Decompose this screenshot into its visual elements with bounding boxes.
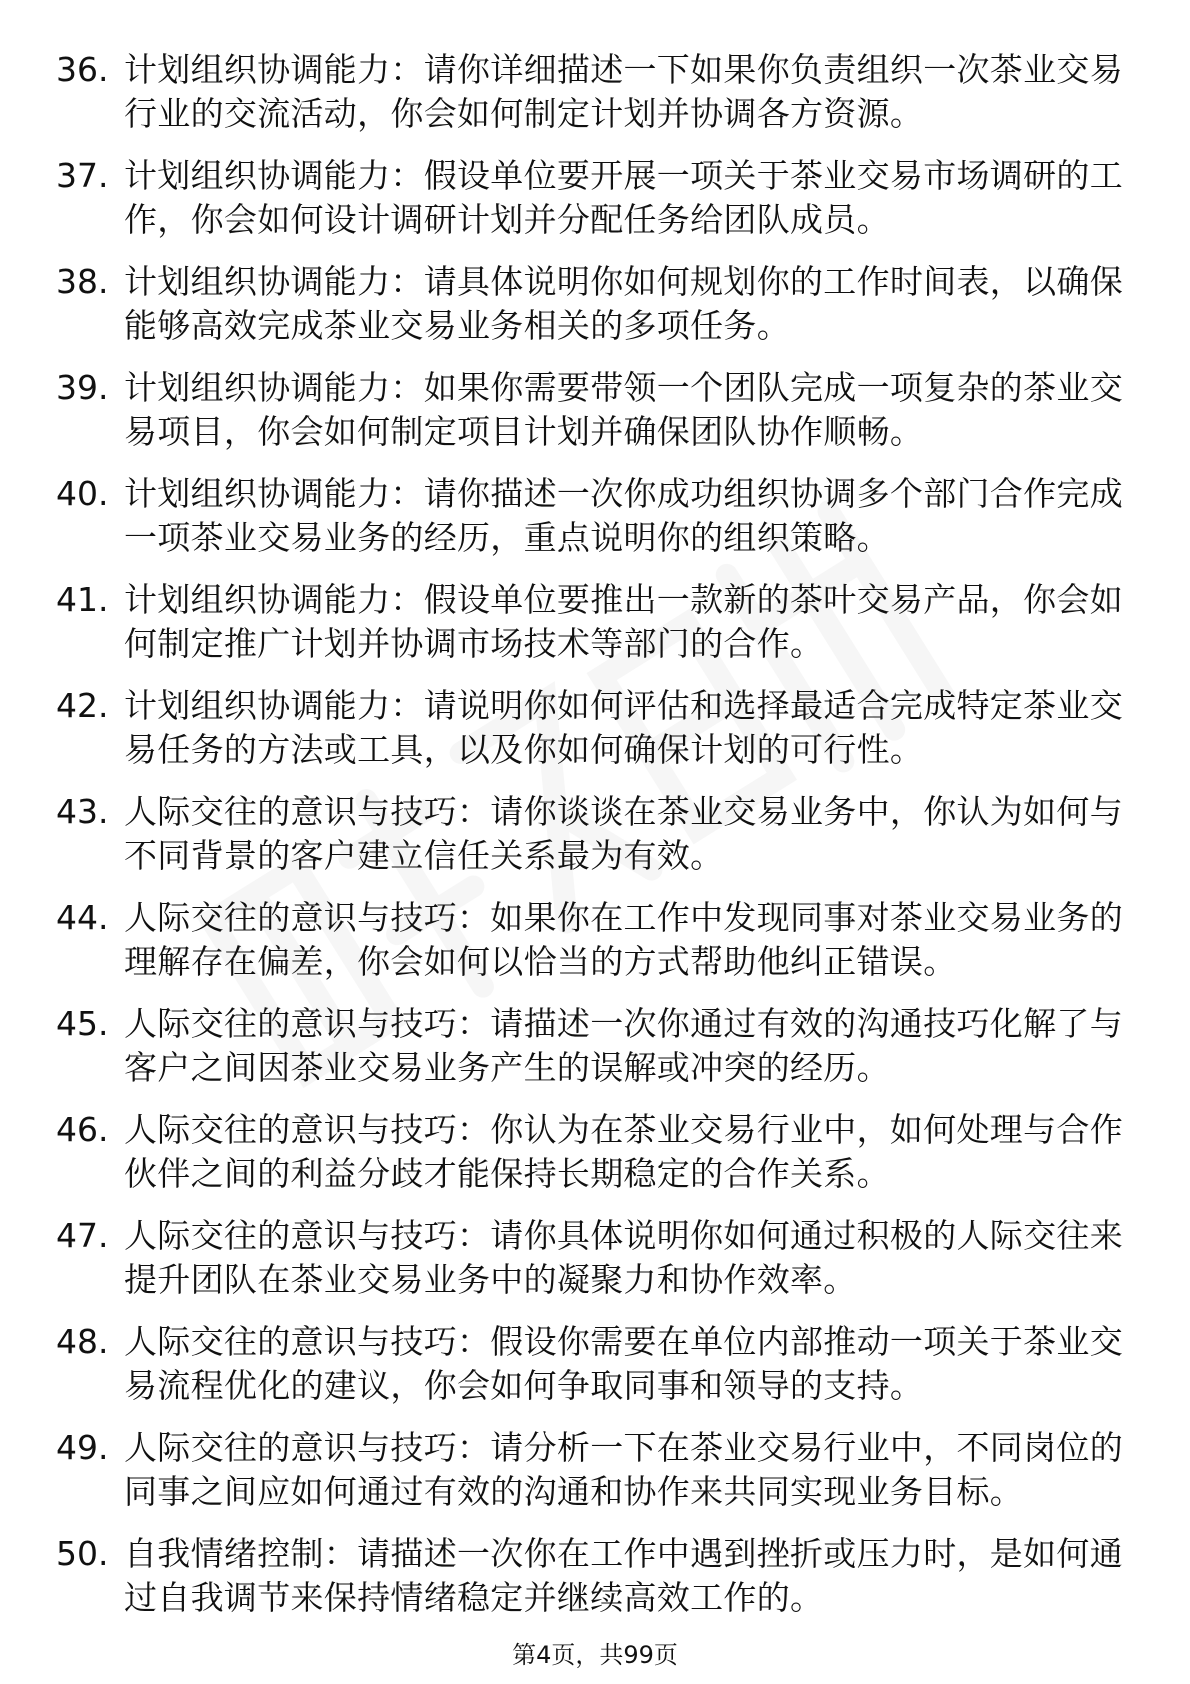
question-text: 计划组织协调能力：假设单位要推出一款新的茶叶交易产品，你会如何制定推广计划并协调市场技术等部门的合作。: [124, 580, 1123, 663]
question-item: [56, 1320, 1126, 1408]
question-item: [56, 1214, 1126, 1302]
question-number: 44.: [56, 898, 109, 937]
question-text: 人际交往的意识与技巧：请你谈谈在茶业交易业务中，你认为如何与不同背景的客户建立信任关系最为有效。: [124, 792, 1123, 875]
question-text: 人际交往的意识与技巧：你认为在茶业交易行业中，如何处理与合作伙伴之间的利益分歧才能保持长期稳定的合作关系。: [124, 1110, 1123, 1193]
question-item: [56, 472, 1126, 560]
question-number: 37.: [56, 156, 109, 195]
question-item: [56, 154, 1126, 242]
question-item: [56, 260, 1126, 348]
question-list: [56, 48, 1126, 1638]
question-number: 41.: [56, 580, 109, 619]
question-number: 39.: [56, 368, 109, 407]
question-item: [56, 1426, 1126, 1514]
question-number: 49.: [56, 1428, 109, 1467]
question-number: 47.: [56, 1216, 109, 1255]
question-number: 43.: [56, 792, 109, 831]
question-item: [56, 790, 1126, 878]
question-text: 计划组织协调能力：假设单位要开展一项关于茶业交易市场调研的工作，你会如何设计调研计划并分配任务给团队成员。: [124, 156, 1123, 239]
page-footer: 第4页，共99页: [512, 1641, 678, 1669]
question-number: 38.: [56, 262, 109, 301]
question-text: 人际交往的意识与技巧：如果你在工作中发现同事对茶业交易业务的理解存在偏差，你会如何以恰当的方式帮助他纠正错误。: [124, 898, 1123, 981]
question-number: 42.: [56, 686, 109, 725]
question-text: 人际交往的意识与技巧：请描述一次你通过有效的沟通技巧化解了与客户之间因茶业交易业务产生的误解或冲突的经历。: [124, 1004, 1123, 1087]
question-text: 自我情绪控制：请描述一次你在工作中遇到挫折或压力时，是如何通过自我调节来保持情绪稳定并继续高效工作的。: [124, 1534, 1123, 1617]
question-number: 36.: [56, 50, 109, 89]
question-item: [56, 1002, 1126, 1090]
question-text: 人际交往的意识与技巧：假设你需要在单位内部推动一项关于茶业交易流程优化的建议，你会如何争取同事和领导的支持。: [124, 1322, 1123, 1405]
question-number: 46.: [56, 1110, 109, 1149]
question-number: 40.: [56, 474, 109, 513]
question-item: [56, 684, 1126, 772]
question-number: 50.: [56, 1534, 109, 1573]
question-text: 人际交往的意识与技巧：请你具体说明你如何通过积极的人际交往来提升团队在茶业交易业务中的凝聚力和协作效率。: [124, 1216, 1123, 1299]
question-text: 计划组织协调能力：请说明你如何评估和选择最适合完成特定茶业交易任务的方法或工具，以及你如何确保计划的可行性。: [124, 686, 1123, 769]
question-item: [56, 366, 1126, 454]
question-item: [56, 48, 1126, 136]
question-text: 计划组织协调能力：如果你需要带领一个团队完成一项复杂的茶业交易项目，你会如何制定项目计划并确保团队协作顺畅。: [124, 368, 1123, 451]
question-item: [56, 1532, 1126, 1620]
question-number: 45.: [56, 1004, 109, 1043]
question-text: 人际交往的意识与技巧：请分析一下在茶业交易行业中，不同岗位的同事之间应如何通过有效的沟通和协作来共同实现业务目标。: [124, 1428, 1123, 1511]
question-text: 计划组织协调能力：请你描述一次你成功组织协调多个部门合作完成一项茶业交易业务的经历，重点说明你的组织策略。: [124, 474, 1123, 557]
question-text: 计划组织协调能力：请你详细描述一下如果你负责组织一次茶业交易行业的交流活动，你会如何制定计划并协调各方资源。: [124, 50, 1123, 133]
question-item: [56, 896, 1126, 984]
question-item: [56, 1108, 1126, 1196]
question-text: 计划组织协调能力：请具体说明你如何规划你的工作时间表，以确保能够高效完成茶业交易业务相关的多项任务。: [124, 262, 1123, 345]
question-number: 48.: [56, 1322, 109, 1361]
question-item: [56, 578, 1126, 666]
